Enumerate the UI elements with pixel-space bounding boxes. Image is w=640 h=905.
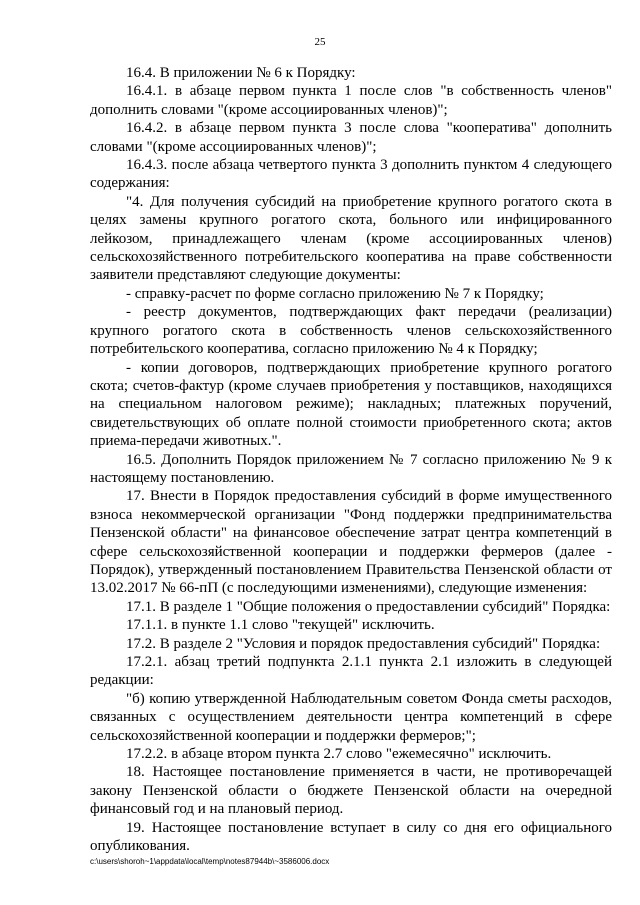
- paragraph-18: 18. Настоящее постановление применяется в части, не противоречащей закону Пензенской области о бюджете Пензенской области на очередной финансовый год и на плановый период.: [90, 764, 612, 818]
- paragraph-16-5: 16.5. Дополнить Порядок приложением № 7 согласно приложению № 9 к настоящему постановлению.: [90, 451, 612, 486]
- paragraph-17-2-2: 17.2.2. в абзаце втором пункта 2.7 слово "ежемесячно" исключить.: [126, 746, 552, 763]
- paragraph-list-item-1: - справку-расчет по форме согласно приложению № 7 к Порядку;: [126, 285, 544, 302]
- paragraph-point-4: "4. Для получения субсидий на приобретение крупного рогатого скота в целях замены крупного рогатого скота, больного или инфицированного лейкозом, принадлежащего членам (кроме ассоциированных членов) сельскохозяйственного потребительского кооператива на праве собственности заявители представляют следующие документы:: [90, 193, 612, 284]
- page-number: 25: [314, 36, 326, 48]
- document-body: [90, 64, 612, 855]
- paragraph-17-2-1: 17.2.1. абзац третий подпункта 2.1.1 пункта 2.1 изложить в следующей редакции:: [90, 654, 612, 689]
- paragraph-16-4-1: 16.4.1. в абзаце первом пункта 1 после слов "в собственность членов" дополнить словами "(кроме ассоциированных членов)";: [90, 83, 612, 118]
- paragraph-quote-b: "б) копию утвержденной Наблюдательным советом Фонда сметы расходов, связанных с осуществлением деятельности центра компетенций в сфере сельскохозяйственной кооперации и поддержки фермеров;";: [90, 690, 612, 744]
- paragraph-16-4-3: 16.4.3. после абзаца четвертого пункта 3 дополнить пунктом 4 следующего содержания:: [90, 157, 612, 192]
- footer-file-path: c:\users\shoroh~1\appdata\local\temp\notes87944b\~3586006.docx: [90, 857, 330, 866]
- paragraph-list-item-2: - реестр документов, подтверждающих факт передачи (реализации) крупного рогатого скота в собственность членов сельскохозяйственного потребительского кооператива, согласно приложению № 4 к Порядку;: [90, 304, 612, 358]
- paragraph-list-item-3: - копии договоров, подтверждающих приобретение крупного рогатого скота; счетов-фактур (кроме случаев приобретения у поставщиков, находящихся на специальном налоговом режиме); накладных; платежных поручений, свидетельствующих об оплате полной стоимости приобретенного скота; актов приема-передачи животных.".: [90, 359, 612, 450]
- paragraph-16-4: 16.4. В приложении № 6 к Порядку:: [126, 65, 356, 81]
- paragraph-16-4-2: 16.4.2. в абзаце первом пункта 3 после слова "кооператива" дополнить словами "(кроме ассоциированных членов)";: [90, 120, 612, 155]
- paragraph-17-1-1: 17.1.1. в пункте 1.1 слово "текущей" исключить.: [126, 617, 435, 634]
- paragraph-19: 19. Настоящее постановление вступает в силу со дня его официального опубликования.: [90, 819, 612, 855]
- paragraph-17-1: 17.1. В разделе 1 "Общие положения о предоставлении субсидий" Порядка:: [126, 598, 611, 615]
- paragraph-17-2: 17.2. В разделе 2 "Условия и порядок предоставления субсидий" Порядка:: [126, 635, 601, 652]
- paragraph-17: 17. Внести в Порядок предоставления субсидий в форме имущественного взноса некоммерческой организации "Фонд поддержки предпринимательства Пензенской области" на финансовое обеспечение затрат центра компетенций в сфере сельскохозяйственной кооперации и поддержки фермеров (далее - Порядок), утвержденный постановлением Правительства Пензенской области от 13.02.2017 № 66-пП (с последующими изменениями), следующие изменения:: [90, 488, 612, 597]
